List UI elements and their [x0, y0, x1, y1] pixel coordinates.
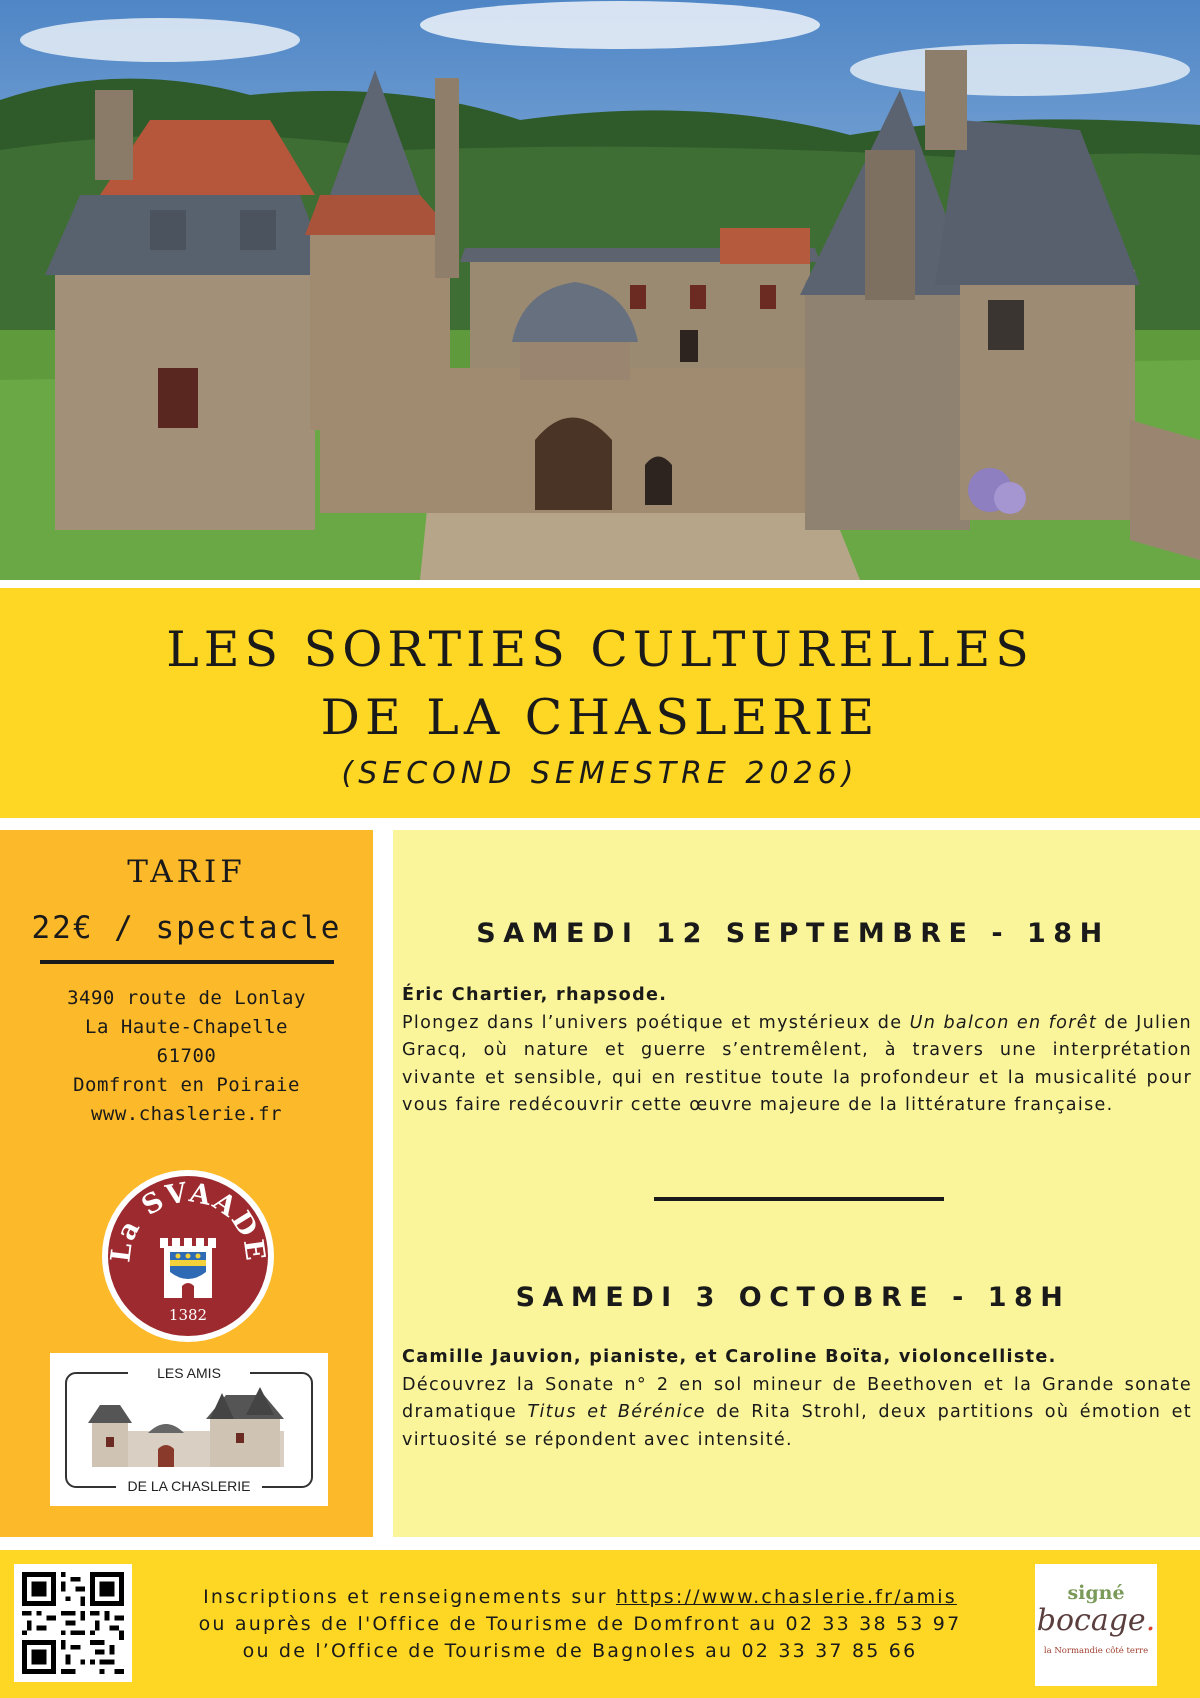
- svaade-year: 1382: [168, 1306, 208, 1324]
- amis-top-text: LES AMIS: [157, 1365, 221, 1381]
- title-line-1: LES SORTIES CULTURELLES: [166, 621, 1034, 678]
- event-2-text-b: de Rita Strohl, deux partitions où émotion et virtuosité se répondent avec intensité.: [402, 1402, 1192, 1450]
- title-band: [0, 588, 1200, 818]
- event-1-date: SAMEDI 12 SEPTEMBRE - 18H: [476, 918, 1110, 949]
- title-line-2: DE LA CHASLERIE: [320, 689, 880, 746]
- qr-code-icon[interactable]: [14, 1564, 132, 1682]
- signe-bocage-logo: [1035, 1564, 1157, 1686]
- svaade-logo: [100, 1168, 276, 1344]
- event-2-description: [402, 1344, 1192, 1454]
- footer: [0, 1550, 1200, 1698]
- website-link[interactable]: www.chaslerie.fr: [90, 1103, 283, 1125]
- tarif-price: 22€ / spectacle: [31, 910, 342, 946]
- tarif-heading: TARIF: [127, 854, 246, 890]
- amis-bottom-text: DE LA CHASLERIE: [127, 1478, 251, 1494]
- event-divider: [654, 1197, 944, 1201]
- title-subtitle: (SECOND SEMESTRE 2026): [341, 756, 859, 791]
- castle-illustration: [0, 0, 1200, 580]
- event-1-text-a: Plongez dans l’univers poétique et mystérieux de: [402, 1012, 910, 1033]
- bocage-dot: .: [1145, 1603, 1156, 1638]
- footer-line-1: Inscriptions et renseignements sur: [203, 1586, 616, 1608]
- address-city: Domfront en Poiraie: [73, 1074, 300, 1096]
- bocage-tagline: la Normandie côté terre: [1043, 1646, 1149, 1656]
- event-1-text-b: de Julien Gracq, où nature et guerre s’entremêlent, à travers une interprétation vivante et sensible, qui en restitue toute la profondeur et la musicalité pour vous faire redécouvrir cette œuvre majeure de la littérature française.: [402, 1012, 1192, 1115]
- event-1-description: [402, 982, 1192, 1120]
- address-street: 3490 route de Lonlay: [67, 987, 306, 1009]
- registration-link[interactable]: https://www.chaslerie.fr/amis: [615, 1586, 957, 1608]
- event-2-work-title: Titus et Bérénice: [527, 1402, 706, 1422]
- bocage-signe-text: signé: [1067, 1582, 1125, 1604]
- event-1-work-title: Un balcon en forêt: [909, 1012, 1098, 1033]
- event-2-text-a: Découvrez la Sonate n° 2 en sol mineur de Beethoven et la Grande sonate dramatique: [402, 1374, 1192, 1422]
- address-postcode: 61700: [156, 1045, 217, 1067]
- svaade-name: La SVAADE: [105, 1177, 271, 1265]
- bocage-word: bocage: [1036, 1603, 1146, 1638]
- footer-line-2: ou auprès de l'Office de Tourisme de Domfront au 02 33 38 53 97: [198, 1613, 962, 1635]
- footer-contact: [140, 1584, 1020, 1665]
- event-1-performer: Éric Chartier, rhapsode.: [402, 985, 668, 1005]
- event-2-date: SAMEDI 3 OCTOBRE - 18H: [515, 1282, 1071, 1313]
- info-panel: [0, 830, 373, 1537]
- events-panel: [393, 830, 1200, 1537]
- amis-chaslerie-logo: [50, 1353, 328, 1506]
- event-2-performer: Camille Jauvion, pianiste, et Caroline Boïta, violoncelliste.: [402, 1347, 1057, 1367]
- hero-photo: [0, 0, 1200, 580]
- address-locality: La Haute-Chapelle: [85, 1016, 288, 1038]
- divider: [40, 960, 334, 964]
- footer-line-3: ou de l’Office de Tourisme de Bagnoles au 02 33 37 85 66: [242, 1640, 918, 1662]
- address: [0, 984, 373, 1129]
